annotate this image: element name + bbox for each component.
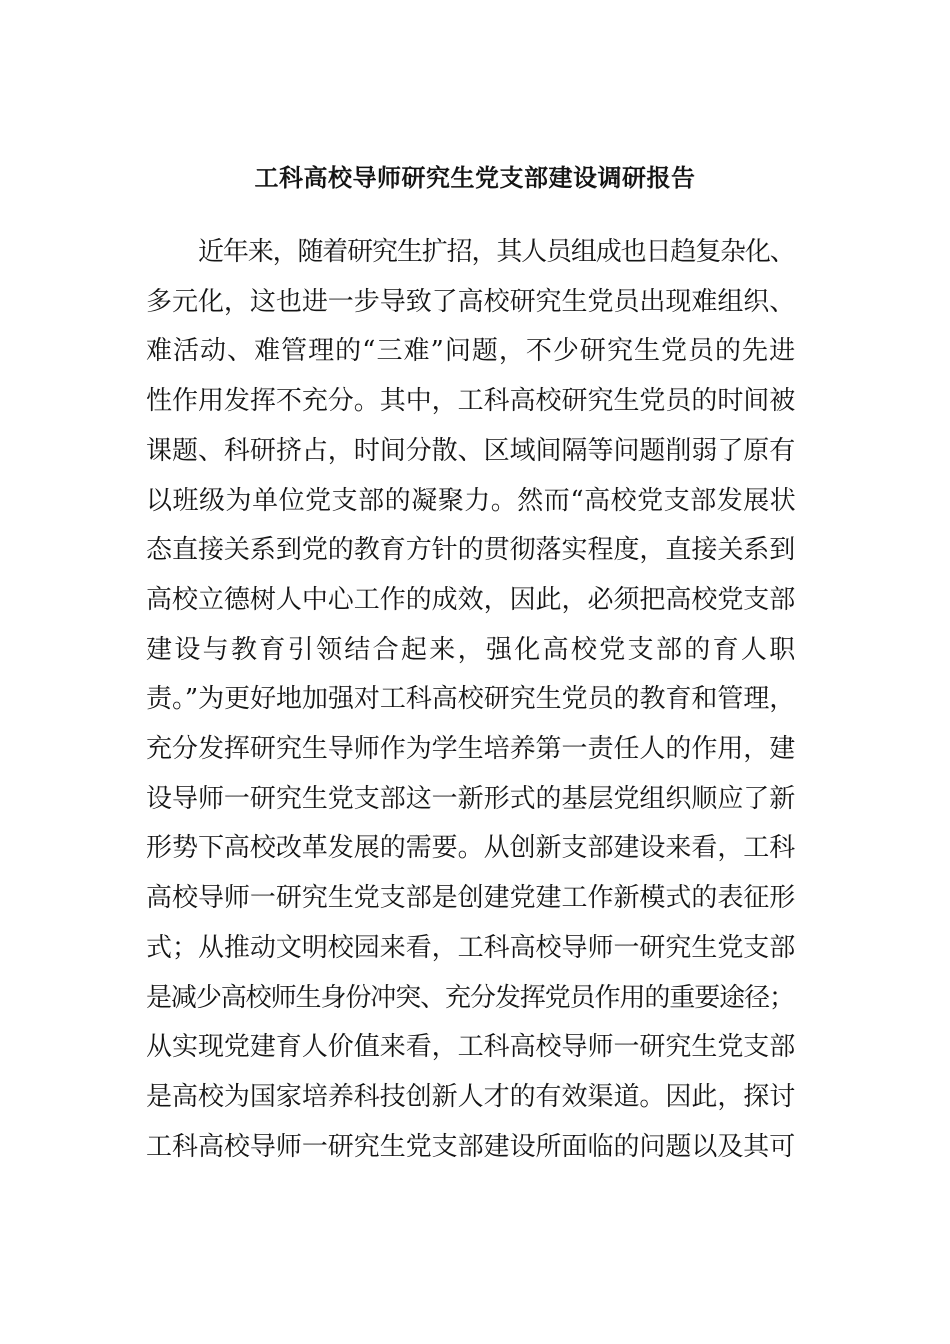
text-line-10: 责。”为更好地加强对工科高校研究生党员的教育和管理， xyxy=(146,684,796,715)
text-line-19: 工科高校导师一研究生党支部建设所面临的问题以及其可 xyxy=(146,1131,796,1162)
text-line-18: 是高校为国家培养科技创新人才的有效渠道。因此，探讨 xyxy=(146,1081,796,1112)
text-line-7: 态直接关系到党的教育方针的贯彻落实程度，直接关系到 xyxy=(146,535,796,566)
text-line-9: 建设与教育引领结合起来，强化高校党支部的育人职 xyxy=(146,634,798,665)
text-line-14: 高校导师一研究生党支部是创建党建工作新模式的表征形 xyxy=(146,883,796,914)
text-line-12: 设导师一研究生党支部这一新形式的基层党组织顺应了新 xyxy=(146,783,796,814)
text-line-15: 式；从推动文明校园来看，工科高校导师一研究生党支部 xyxy=(146,932,796,963)
document-title: 工科高校导师研究生党支部建设调研报告 xyxy=(254,163,696,192)
text-line-17: 从实现党建育人价值来看，工科高校导师一研究生党支部 xyxy=(146,1032,796,1063)
text-line-2: 多元化，这也进一步导致了高校研究生党员出现难组织、 xyxy=(146,286,796,317)
text-line-3: 难活动、难管理的“三难”问题，不少研究生党员的先进 xyxy=(146,336,797,367)
text-line-11: 充分发挥研究生导师作为学生培养第一责任人的作用，建 xyxy=(146,734,796,764)
text-line-8: 高校立德树人中心工作的成效，因此，必须把高校党支部 xyxy=(146,584,796,615)
text-line-6: 以班级为单位党支部的凝聚力。然而“高校党支部发展状 xyxy=(146,485,797,516)
text-line-16: 是减少高校师生身份冲突、充分发挥党员作用的重要途径； xyxy=(146,982,794,1013)
text-line-5: 课题、科研挤占，时间分散、区域间隔等问题削弱了原有 xyxy=(146,435,796,466)
text-line-4: 性作用发挥不充分。其中，工科高校研究生党员的时间被 xyxy=(146,386,796,417)
text-line-1: 近年来，随着研究生扩招，其人员组成也日趋复杂化、 xyxy=(198,237,795,267)
text-line-13: 形势下高校改革发展的需要。从创新支部建设来看，工科 xyxy=(146,833,796,864)
